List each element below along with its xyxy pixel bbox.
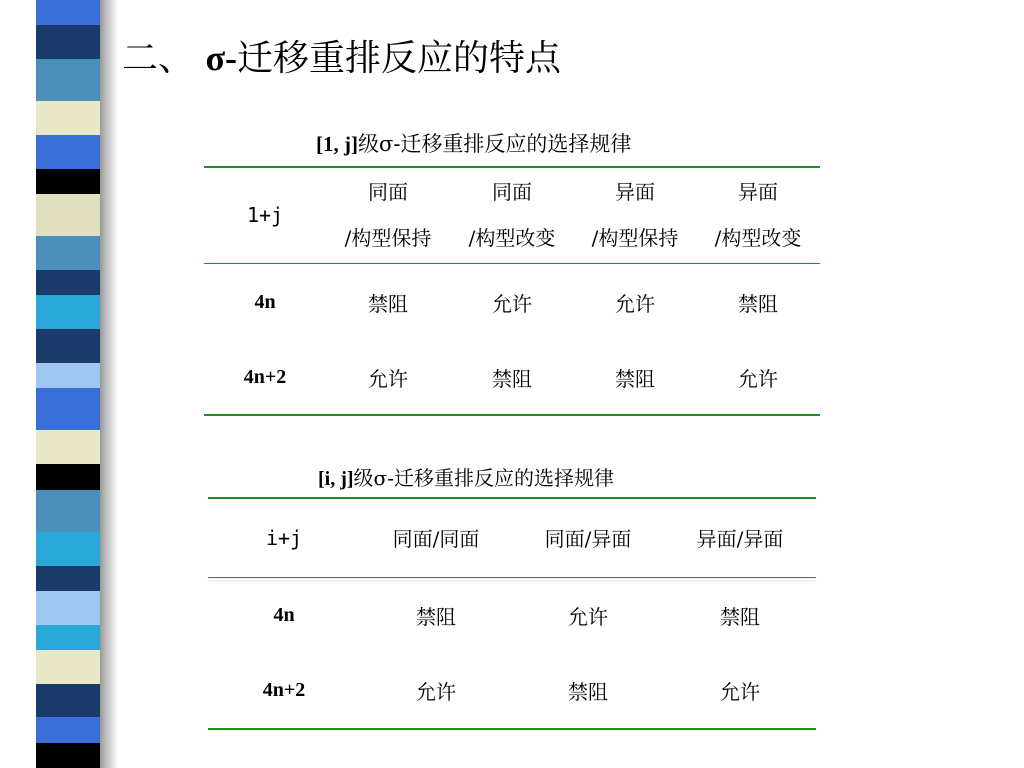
table2-row-label: 4n [273, 603, 295, 626]
stripe-segment [36, 25, 100, 59]
table-cell: 禁阻 [492, 367, 532, 391]
table-cell: 允许 [615, 291, 655, 316]
table1-header-line1: 异面 [738, 180, 778, 205]
table1-header [326, 167, 450, 263]
table-cell: 禁阻 [568, 680, 608, 704]
stripe-segment [36, 743, 100, 768]
table1-header-line2: /构型改变 [468, 226, 556, 251]
table2-header-row [208, 498, 816, 577]
stripe-segment [36, 0, 100, 25]
stripe-segment [36, 464, 100, 489]
table-cell: 允许 [720, 680, 760, 704]
title-prefix: 二、 [122, 38, 206, 79]
table1-caption-bold: [1, j] [316, 132, 358, 156]
table1-header [574, 167, 696, 263]
stripe-segment [36, 194, 100, 236]
stripe-segment [36, 101, 100, 135]
table-cell: 允许 [492, 291, 532, 316]
table-row [208, 577, 816, 653]
stripe-segment [36, 295, 100, 329]
stripe-segment [36, 591, 100, 625]
table-cell: 禁阻 [368, 291, 408, 316]
table2-row-label: 4n+2 [262, 679, 306, 701]
table1-header-line2: /构型改变 [714, 226, 802, 251]
stripe-shadow [100, 0, 118, 768]
stripe-segment [36, 566, 100, 591]
table1 [204, 166, 820, 416]
table-cell: 允许 [738, 367, 778, 391]
table1-header-row [204, 167, 820, 263]
decorative-stripe [36, 0, 100, 768]
stripe-segment [36, 430, 100, 464]
table1-header [696, 167, 820, 263]
table-cell: 禁阻 [720, 604, 760, 629]
table1-caption [316, 128, 631, 158]
table1-header-line1: 同面 [492, 180, 532, 205]
table1-header [450, 167, 574, 263]
stripe-segment [36, 684, 100, 718]
table-cell: 允许 [568, 604, 608, 629]
table-cell: 允许 [368, 367, 408, 391]
table2-header: 同面/异面 [544, 527, 632, 552]
table1-header-line1: 同面 [368, 180, 408, 205]
table1-header-line2: /构型保持 [344, 226, 432, 251]
table2-header: 同面/同面 [392, 527, 480, 552]
stripe-segment [36, 135, 100, 169]
stripe-segment [36, 388, 100, 430]
table1-header-line2: /构型保持 [591, 226, 679, 251]
table2-corner: i+j [265, 525, 303, 550]
table-cell: 禁阻 [416, 604, 456, 629]
table-row [204, 341, 820, 415]
table1-caption-text: 级σ-迁移重排反应的选择规律 [357, 132, 632, 156]
table1-row-label: 4n [254, 290, 276, 313]
table2-caption [318, 462, 614, 491]
title-text: 迁移重排反应的特点 [237, 38, 562, 79]
stripe-segment [36, 650, 100, 684]
table2 [208, 497, 816, 730]
stripe-segment [36, 236, 100, 270]
title-sigma: σ- [205, 38, 238, 78]
table-cell: 禁阻 [738, 291, 778, 316]
table1-corner: 1+j [246, 203, 284, 228]
page-title [122, 30, 561, 81]
table2-caption-bold: [i, j] [318, 468, 354, 490]
table-row [204, 263, 820, 341]
stripe-segment [36, 625, 100, 650]
table2-caption-text: 级σ-迁移重排反应的选择规律 [353, 466, 614, 490]
table2-header: 异面/异面 [696, 527, 784, 552]
stripe-segment [36, 329, 100, 363]
table1-header-line1: 异面 [615, 180, 655, 205]
stripe-segment [36, 532, 100, 566]
table-row [208, 653, 816, 729]
table-cell: 禁阻 [615, 367, 655, 391]
table1-row-label: 4n+2 [243, 366, 287, 388]
stripe-segment [36, 169, 100, 194]
table-cell: 允许 [416, 680, 456, 704]
stripe-segment [36, 363, 100, 388]
stripe-segment [36, 717, 100, 742]
stripe-segment [36, 490, 100, 532]
stripe-segment [36, 59, 100, 101]
stripe-segment [36, 270, 100, 295]
